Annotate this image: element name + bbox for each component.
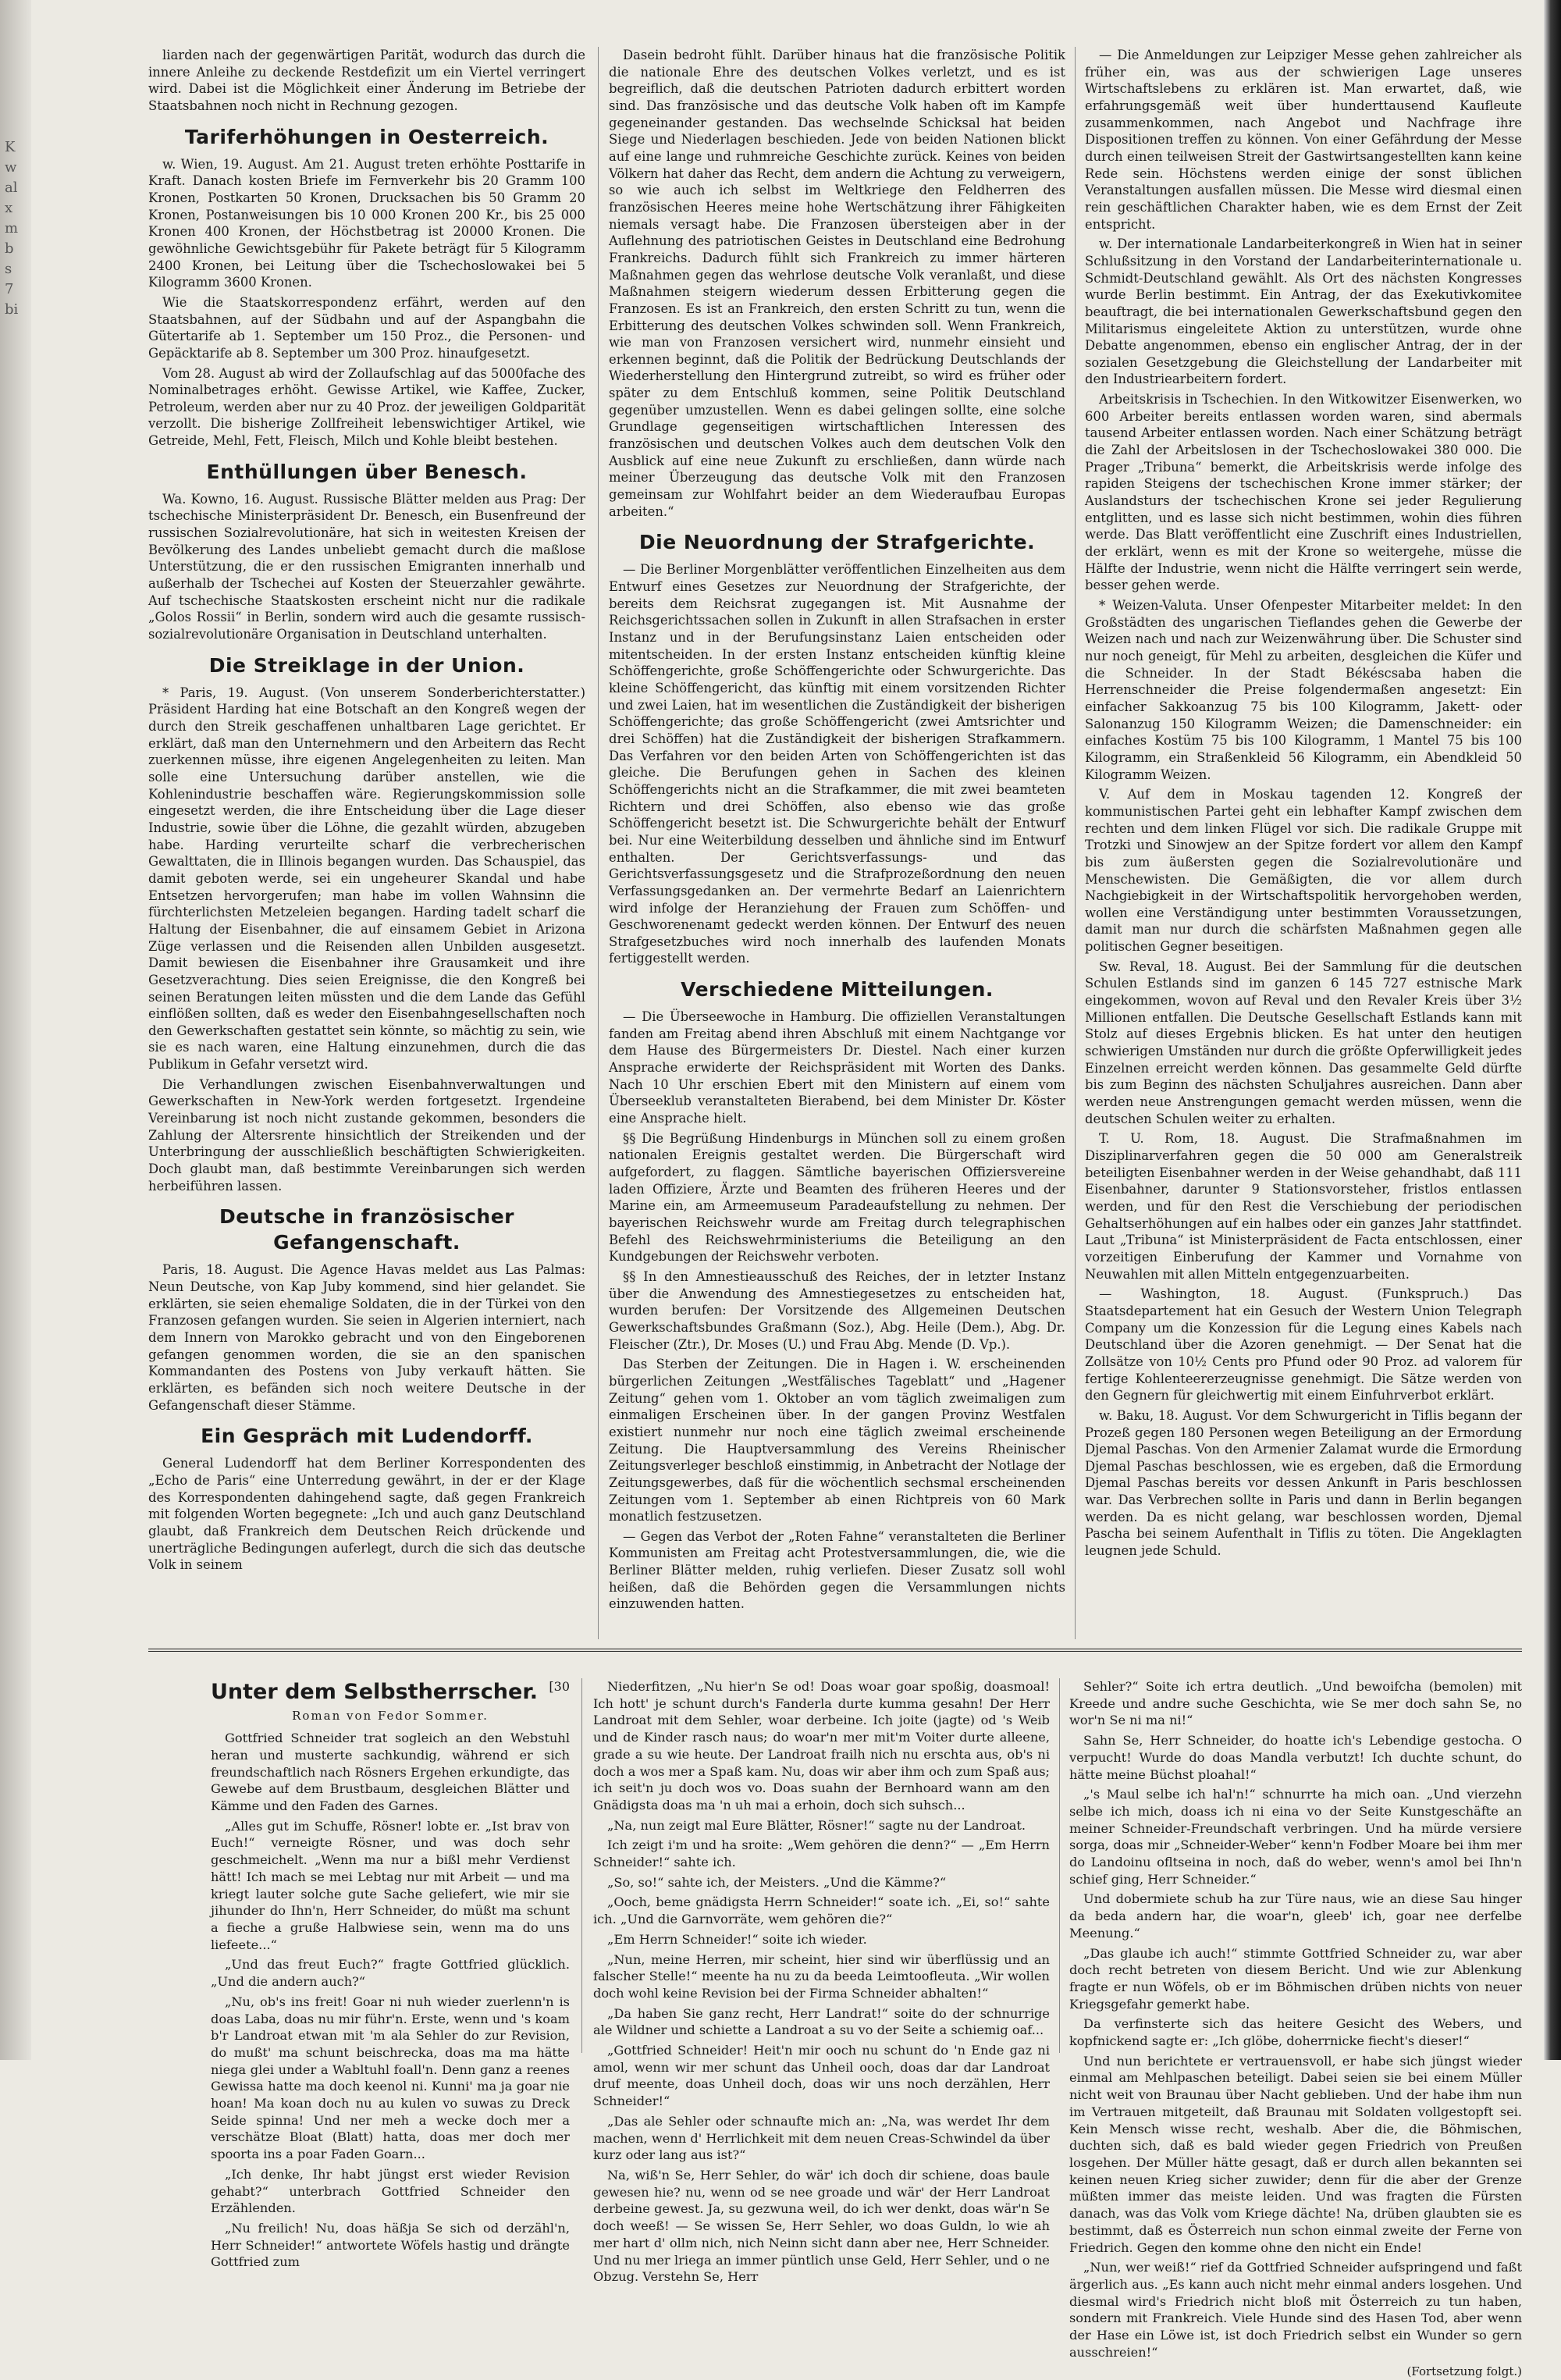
novel-paragraph: „Nu freilich! Nu, doas häßja Se sich od derzähl'n, Herr Schneider!“ antwortete Wöfels hastig und drängte Gottfried zum: [211, 2220, 570, 2270]
article-paragraph: — Die Anmeldungen zur Leipziger Messe gehen zahlreicher als früher ein, was aus der schwierigen Lage unseres Wirtschaftslebens zu erklären ist. Man erwartet, daß, wie erfahrungsgemäß weit über hunderttausend Kaufleute zusammenkommen, nach Angebot und Nachfrage ihre Dispositionen treffen zu können. Von einer Gefährdung der Messe durch einen teilweisen Streit der Gastwirtsangestellten kann keine Rede sein. Höchstens werden einige der sonst üblichen Veranstaltungen ausfallen müssen. Die Messe wird diesmal einen rein geschäftlichen Charakter haben, wie es dem Ernst der Zeit entspricht.: [1085, 48, 1522, 232]
novel-paragraph: „Nun, meine Herren, mir scheint, hier sind wir überflüssig und an falscher Stelle!“ meente ha nu zu da beeda Leimtoofleuta. „Wir wollen doch wohl keine Revision bei der Firma Schneider abhalten!“: [593, 1951, 1050, 2001]
article-paragraph: Arbeitskrisis in Tschechien. In den Witkowitzer Eisenwerken, wo 600 Arbeiter bereits entlassen worden waren, sind abermals tausend Arbeiter entlassen worden. Nach einer Schätzung beträgt die Zahl der Arbeitslosen in der Tschechoslowakei 380 000. Die Prager „Tribuna“ bemerkt, die Arbeitskrisis werde infolge des rapiden Steigens der tschechischen Krone immer stärker; der Auslandsturs der tschechischen Krone sei jeder Regulierung entglitten, und es lasse sich nicht bestimmen, wohin dies führen werde. Das Blatt veröffentlicht eine Zuschrift eines Industriellen, der erklärt, wenn es mit der Krone so weitergehe, müsse die Hälfte der Industrie, wenn nicht die Hälfte verringert sein werde, besser gehen werde.: [1085, 392, 1522, 593]
novel-paragraph: „'s Maul selbe ich hal'n!“ schnurrte ha mich oan. „Und vierzehn selbe ich mich, doass ich ni eina vo der Seite Kunstgeschäfte an meiner Schneider-Freundschaft verbringen. Und ha mürde versiere sorga, doas mir „Schneider-Weber“ kenn'n Fodber Moare bei ihm mer do Landoinu ofltseina in noch, daß do weber, wenn's amol bei Ihn'n schief ging, Herr Schneider.“: [1069, 1787, 1522, 1887]
novel-subtitle: Roman von Fedor Sommer.: [292, 1709, 489, 1724]
article-paragraph: — Die Überseewoche in Hamburg. Die offiziellen Veranstaltungen fanden am Freitag abend ihren Abschluß mit einem Nachtgange vor dem Hause des Bürgermeisters Dr. Diestel. Nach einer kurzen Ansprache erwiderte der Reichspräsident mit Worten des Danks. Nach 10 Uhr erschien Ebert mit den Ministern auf einem vom Überseeklub veranstalteten Bierabend, bei dem Minister Dr. Köster eine Ansprache hielt.: [609, 1009, 1065, 1126]
margin-mark: w: [5, 159, 17, 176]
margin-mark: 7: [5, 281, 14, 297]
column-rule-1: [598, 47, 599, 1639]
article-paragraph: * Paris, 19. August. (Von unserem Sonderberichterstatter.) Präsident Harding hat eine Botschaft an den Kongreß wegen der durch den Streik geschaffenen unhaltbaren Lage gerichtet. Er erklärt, daß man den Unternehmern und den Arbeitern das Recht zuerkennen müsse, ihre eigenen Angelegenheiten zu leiten. Man solle eine Untersuchung darüber anstellen, wie die Kohlenindustrie beschaffen wäre. Regierungskommission solle eingesetzt werden, die ihre Entscheidung über die Lage dieser Industrie, sowie über die Löhne, die gezahlt würden, abzugeben habe. Harding verurteilte scharf die verbrecherischen Gewalttaten, die in Illinois begangen wurden. Das Schauspiel, das damit geboten werde, sei ein ungeheurer Skandal und habe Entsetzen hervorgerufen; man habe im vollen Wahnsinn die fürchterlichsten Metzeleien begangen. Harding tadelt scharf die Haltung der Eisenbahner, die auf einsamem Gebiet in Arizona Züge verlassen und die Reisenden allen Unbilden ausgesetzt. Damit bewiesen die Eisenbahner ihre Grausamkeit und ihre Gesetzverachtung. Dies seien Ereignisse, die den Kongreß bei seinen Beratungen leiten müssten und die dem Lande das Gefühl einflößen sollten, daß es weder den Eisenbahngesellschaften noch den Gewerkschaften gestattet sein könnte, so mächtig zu sein, wie sie es nach waren, eine Haltung einzunehmen, durch die das Publikum in Gefahr versetzt wird.: [148, 685, 585, 1073]
article-paragraph: Das Sterben der Zeitungen. Die in Hagen i. W. erscheinenden bürgerlichen Zeitungen „Westfälisches Tageblatt“ und „Hagener Zeitung“ gehen vom 1. Oktober an vom täglich zweimaligen zum einmaligen Erscheinen über. In der gangen Provinz Westfalen existiert nunmehr nur noch eine täglich zweimal erscheinende Zeitung. Die Hauptversammlung des Vereins Rheinischer Zeitungsverleger beschloß einstimmig, in Anbetracht der Notlage der Zeitungsgewerbes, daß für die wöchentlich sechsmal erscheinenden Zeitungen vom 1. September ab einen Richtpreis von 60 Mark monatlich festzusetzen.: [609, 1357, 1065, 1524]
margin-mark: x: [5, 200, 13, 216]
margin-mark: s: [5, 261, 12, 277]
column-3: [1085, 47, 1522, 1639]
article-paragraph: w. Der internationale Landarbeiterkongreß in Wien hat in seiner Schlußsitzung in den Vorstand der Landarbeiterinternationale u. Schmidt-Deutschland gewählt. Als Ort des nächsten Kongresses wurde Berlin bestimmt. Ein Antrag, der das Exekutivkomitee beauftragt, die bei internationalen Gewerkschaftsbund gegen den Militarismus eingeleitete Aktion zu unterstützen, wurde ohne Debatte angenommen, ebenso ein englischer Antrag, der in der sozialen Gesetzgebung die Gleichstellung der Landarbeiter mit den Industriearbeitern fordert.: [1085, 237, 1522, 387]
novel-paragraph: „Das glaube ich auch!“ stimmte Gottfried Schneider zu, war aber doch recht betreten von diesem Bericht. Und wie zur Ablenkung fragte er nun Wöfels, ob er im Böhmischen drüben nichts von neuer Kriegsgefahr gemerkt habe.: [1069, 1945, 1522, 2012]
article-paragraph: w. Wien, 19. August. Am 21. August treten erhöhte Posttarife in Kraft. Danach kosten Briefe im Fernverkehr bis 20 Gramm 100 Kronen, Postkarten 50 Kronen, Drucksachen bis 50 Gramm 20 Kronen, Postanweisungen bis 10 000 Kronen 200 Kr., bis 25 000 Kronen 400 Kronen, der Höchstbetrag ist 20000 Kronen. Die gewöhnliche Gewichtsgebühr für Pakete beträgt für 5 Kilogramm 2400 Kronen, bei Leitung über die Tschechoslowakei bei 5 Kilogramm 3600 Kronen.: [148, 156, 585, 290]
article-paragraph: Wa. Kowno, 16. August. Russische Blätter melden aus Prag: Der tschechische Ministerpräsident Dr. Benesch, ein Busenfreund der russischen Sozialrevolutionäre, hat sich in weitesten Kreisen der Bevölkerung des Landes unbeliebt gemacht durch die maßlose Unterstützung, die er den russischen Emigranten innerhalb und außerhalb der Tschechei auf Kosten der Steuerzahler gewährte. Auf tschechische Staatskosten erscheint nicht nur die radikale „Golos Rossii“ in Berlin, sondern wird auch die gesamte russisch-sozialrevolutionäre Organisation in Deutschland unterhalten.: [148, 491, 585, 642]
continuation-note: (Fortsetzung folgt.): [1406, 2364, 1522, 2379]
novel-text-3: [1069, 1678, 1522, 2360]
novel-paragraph: „Gottfried Schneider! Heit'n mir ooch nu schunt do 'n Ende gaz ni amol, wenn wir mer schunt das Unheil ooch, doas dar dar Landroat druf meente, doas Unheil doch, doas wir uns noch derzählen, Herr Schneider!“: [593, 2043, 1050, 2109]
novel-paragraph: Niederfitzen, „Nu hier'n Se od! Doas woar goar spoßig, doasmoal! Ich hott' je schunt durch's Fanderla durte kumma gesahn! Der Herr Landroat mit dem Sehler, woar derbeine. Ich joite (jagte) od 's Weib und de Kinder rasch naus; do woar'n mer mit'm Voiter durte alleene, grade a su wie heute. Der Landroat frailh nich nu erschta aus, ob's ni doch a wos mer a Spaß kam. Nu, doas wir aber ihm och zum Spaß aus; ich seit'n ju doch wos vo. Doas suahn der Bernhoard wann am den Gnädigsta doas ma 'n uh mai a erhoin, doch sich suhsch...: [593, 1679, 1050, 1813]
novel-paragraph: „Nu, ob's ins freit! Goar ni nuh wieder zuerlenn'n is doas Laba, doas nu mir führ'n. Erste, wenn und 's koam b'r Landroat etwan mit 'm ala Sehler do zur Revision, do mußt' ma schunt beischrecka, doas ma ma hätte niega glei under a Wabltuhl foall'n. Denn ganz a reenes Gewissa hatte ma doch keenol ni. Kunni' ma ja goar nie hoan! Ma koan doch nu au kulen vo suwas zu Dreck Seide spinna! Und ner meh a wecke doch mer a verschätze Bloat (Blatt) hatta, doas mer doch mer spoorta ins a poar Faden Goarn...: [211, 1994, 570, 2162]
article-paragraph: liarden nach der gegenwärtigen Parität, wodurch das durch die innere Anleihe zu deckende Restdefizit um ein Viertel verringert wird. Dabei ist die Möglichkeit einer Änderung im Betriebe der Staatsbahnen noch nicht in Rechnung gezogen.: [148, 48, 585, 113]
novel-paragraph: „Das ale Sehler oder schnaufte mich an: „Na, was werdet Ihr dem machen, wenn d' Herrlichkeit mit dem neuen Creas-Schwindel da über kurz oder lang aus ist?“: [593, 2113, 1050, 2163]
scan-edge-right: [1544, 0, 1561, 2060]
novel-column-2: [593, 1678, 1050, 2285]
feuilleton-divider: [148, 1649, 1522, 1652]
column-1: [148, 47, 585, 1639]
novel-paragraph: Da verfinsterte sich das heitere Gesicht des Webers, und kopfnickend sagte er: „Ich glöbe, doherrnicke fiecht's dieser!“: [1069, 2016, 1522, 2049]
article-headline: Deutsche in französischer Gefangenschaft.: [219, 1205, 514, 1254]
article-headline: Ein Gespräch mit Ludendorff.: [201, 1425, 533, 1448]
novel-paragraph: Gottfried Schneider trat sogleich an den Webstuhl heran und musterte sachkundig, während er sich freundschaftlich nach Rösners Ergehen erkundigte, das Gewebe auf dem Brustbaum, desgleichen Blätter und Kämme und den Faden des Garnes.: [211, 1731, 570, 1814]
chapter-number: [30: [549, 1679, 570, 1694]
article-paragraph: General Ludendorff hat dem Berliner Korrespondenten des „Echo de Paris“ eine Unterredung gewährt, in der er der Klage des Korrespondenten dahingehend sagte, daß gegen Frankreich mit folgenden Worten begegnete: „Ich und auch ganz Deutschland glaubt, daß Frankreich dem Deutschen Reich drückende und unerträgliche Bedingungen auferlegt, durch die sich das deutsche Volk in seinem: [148, 1456, 585, 1573]
article-headline: Tariferhöhungen in Oesterreich.: [184, 125, 549, 148]
novel-paragraph: Ich zeigt i'm und ha sroite: „Wem gehören die denn?“ — „Em Herrn Schneider!“ sahte ich.: [593, 1837, 1050, 1870]
article-paragraph: §§ Die Begrüßung Hindenburgs in München soll zu einem großen nationalen Ereignis gestaltet werden. Die Bürgerschaft wird aufgefordert, zu flaggen. Sämtliche bayerischen Offiziersvereine laden Offiziere, Ärzte und Beamten des früheren Heeres und der Marine ein, am Armeemuseum Paradeaufstellung zu nehmen. Der bayerischen Reichswehr wurde am Freitag durch telegraphischen Befehl des Reichswehrministeriums die Beteiligung an den Kundgebungen der Reichswehr verboten.: [609, 1130, 1065, 1265]
novel-paragraph: „Ooch, beme gnädigsta Herrn Schneider!“ soate ich. „Ei, so!“ sahte ich. „Und die Garnvorräte, wem gehören die?“: [593, 1894, 1050, 1927]
article-paragraph: Sw. Reval, 18. August. Bei der Sammlung für die deutschen Schulen Estlands sind im ganzen 6 145 727 estnische Mark eingekommen, wovon auf Reval und den Revaler Kreis über 3½ Millionen entfallen. Die Deutsche Gesellschaft Estlands kann mit Stolz auf dieses Ergebnis blicken. Es hat unter den heutigen schwierigen Umständen nur durch die größte Opferwilligkeit jedes Einzelnen erreicht werden können. Das gesammelte Geld dürfte bis zum Beginn des nächsten Schuljahres ausreichen. Dann aber werden neue Anstrengungen gemacht werden müssen, wenn die deutschen Schulen weiter zu erhalten.: [1085, 959, 1522, 1126]
novel-paragraph: „Und das freut Euch?“ fragte Gottfried glücklich. „Und die andern auch?“: [211, 1957, 570, 1990]
novel-text-1: [211, 1730, 570, 2271]
novel-rule-1: [581, 1678, 582, 2053]
novel-paragraph: „Da haben Sie ganz recht, Herr Landrat!“ soite do der schnurrige ale Wildner und schiette a Landroat a su vo der Seite a schiemig oaf...: [593, 2005, 1050, 2038]
article-paragraph: w. Baku, 18. August. Vor dem Schwurgericht in Tiflis begann der Prozeß gegen 180 Personen wegen Beteiligung an der Ermordung Djemal Paschas. Von den Armenier Zalamat wurde die Ermordung Djemal Paschas beschlossen, wie es ergeben, daß die Ermordung Djemal Paschas bereits vor dessen Ankunft in Paris beschlossen war. Das Verbrechen sollte in Paris und dann in Berlin begangen werden. Da es nicht gelang, war beschlossen worden, Djemal Pascha bei seinem Aufenthalt in Tiflis zu töten. Die Angeklagten leugnen jede Schuld.: [1085, 1407, 1522, 1559]
novel-paragraph: Na, wiß'n Se, Herr Sehler, do wär' ich doch dir schiene, doas baule gewesen hie? nu, wenn od se nee groade und wär' der Herr Landroat derbeine gewest. Ja, su gezwuna weil, do ich wer denkt, doas wär'n Se doch weeß! — Se wissen Se, Herr Sehler, wo doas Guldn, lo wie ah mer hart d' ollm nich, nich Neinn sicht dann aber nee, Herr Schneider. Und nu mer lriega an immer püntlich unse Geld, Herr Sehler, und o ne Obzug. Verstehn Se, Herr: [593, 2167, 1050, 2285]
article-paragraph: — Gegen das Verbot der „Roten Fahne“ veranstalteten die Berliner Kommunisten am Freitag acht Protestversammlungen, die, wie die Berliner Blätter melden, ruhig verliefen. Dieser Zusatz soll wohl heißen, daß die Behörden gegen die Versammlungen nichts einzuwenden hatten.: [609, 1528, 1065, 1612]
novel-paragraph: „Alles gut im Schuffe, Rösner! lobte er. „Ist brav von Euch!“ verneigte Rösner, und was doch sehr geschmeichelt. „Wenn ma nur a bißl mehr Verdienst hätt! Ich mach se mei Lebtag nur mit Arbeit — und ma kriegt lauter solche gute Sache geliefert, wie mir sie jihunder do Ihn'n, Herr Schneider, do müßt ma schunt a fieche a gruße Halbwiese sein, wenn ma do uns liefeete...“: [211, 1818, 570, 1952]
article-paragraph: * Weizen-Valuta. Unser Ofenpester Mitarbeiter meldet: In den Großstädten des ungarischen Tieflandes gehen die Gewerbe der Weizen nach und nach zur Weizenwährung über. Die Schuster sind nur noch geneigt, für Mehl zu arbeiten, desgleichen die Küfer und die Schneider. In der Stadt Békéscsaba haben die Herrenschneider die Preise folgendermaßen angesetzt: Ein einfacher Sakkoanzug 75 bis 100 Kilogramm, Jakett- oder Salonanzug 150 Kilogramm Weizen; die Damenschneider: ein einfaches Kostüm 75 bis 100 Kilogramm, 1 Mantel 75 bis 100 Kilogramm, ein Straßenkleid 56 Kilogramm, ein Abendkleid 50 Kilogramm Weizen.: [1085, 598, 1522, 782]
novel-column-3: [1069, 1678, 1522, 2379]
margin-mark: K: [5, 139, 16, 155]
column-rule-2: [1075, 47, 1076, 1639]
article-headline: Enthüllungen über Benesch.: [206, 460, 528, 483]
novel-paragraph: Sehler?“ Soite ich ertra deutlich. „Und bewoifcha (bemolen) mit Kreede und andre suche Geschichta, wie Se mer doch sahn Se, no wor'n Se ni ma ni!“: [1069, 1679, 1522, 1728]
article-paragraph: T. U. Rom, 18. August. Die Strafmaßnahmen im Disziplinarverfahren gegen die 50 000 am Generalstreik beteiligten Eisenbahner werden in der Weise gehandhabt, daß 111 Eisenbahner, darunter 9 Stationsvorsteher, fristlos entlassen werden, und für den Rest die Verschiebung der periodischen Gehaltserhöhungen auf ein halbes oder ein ganzes Jahr stattfindet. Laut „Tribuna“ ist Ministerpräsident de Facta entschlossen, einer vorzeitigen Einberufung der Kammer und Vornahme von Neuwahlen mit allen Mitteln entgegenzuarbeiten.: [1085, 1131, 1522, 1282]
article-paragraph: — Washington, 18. August. (Funkspruch.) Das Staatsdepartement hat ein Gesuch der Western Union Telegraph Company um die Konzession für die Legung eines Kabels nach Deutschland über die Azoren genehmigt. — Der Senat hat die Zollsätze von 10½ Cents pro Pfund oder 90 Proz. ad valorem für fertige Kohlenteererzeugnisse genehmigt. Die Sätze werden von den Gegnern für gleichwertig mit einem Einfuhrverbot erklärt.: [1085, 1286, 1522, 1403]
article-paragraph: Paris, 18. August. Die Agence Havas meldet aus Las Palmas: Neun Deutsche, von Kap Juby kommend, sind hier gelandet. Sie erklärten, sie seien ehemalige Soldaten, die in der Türkei von den Franzosen gefangen wurden. Sie seien in Algerien interniert, nach dem Innern von Marokko gebracht und von den Eingeborenen gefangen genommen worden, die sie an den spanischen Kommandanten des Postens von Juby verkauft hätten. Sie erklärten, es befänden sich noch weitere Deutsche in der Gefangenschaft dieser Stämme.: [148, 1262, 585, 1413]
article-headline: Verschiedene Mitteilungen.: [681, 978, 994, 1001]
margin-mark: bi: [5, 301, 19, 318]
novel-paragraph: „Nun, wer weiß!“ rief da Gottfried Schneider aufspringend und faßt ärgerlich aus. „Es kann auch nicht mehr einmal anders losgehen. Und diesmal wird's Friedrich nicht bloß mit Österreich zu tun haben, sondern mit Frankreich. Viele Hunde sind des Hasen Tod, aber wenn der Hase ein Löwe ist, ist doch Friedrich selbst ein Wunder so gern ausschreien!“: [1069, 2260, 1522, 2360]
article-paragraph: V. Auf dem in Moskau tagenden 12. Kongreß der kommunistischen Partei geht ein lebhafter Kampf zwischen dem rechten und dem linken Flügel vor sich. Die radikale Gruppe mit Trotzki und Sinowjew an der Spitze fordert vor allem den Kampf bis zum äußersten gegen die Sozialrevolutionäre und Menschewisten. Die Gemäßigten, die vor allem durch Nachgiebigkeit in der Wirtschaftspolitik hervorgehoben werden, wollen eine Verständigung unter bestimmten Voraussetzungen, damit man nur durch die schärfsten Maßnahmen gegen alle politischen Gegner beseitigen.: [1085, 787, 1522, 955]
margin-mark: b: [5, 240, 14, 257]
novel-rule-2: [1059, 1678, 1060, 2053]
novel-paragraph: „So, so!“ sahte ich, der Meisters. „Und die Kämme?“: [607, 1874, 947, 1890]
margin-mark: al: [5, 180, 18, 196]
novel-paragraph: „Ich denke, Ihr habt jüngst erst wieder Revision gehabt?“ unterbrach Gottfried Schneider den Erzählenden.: [211, 2166, 570, 2216]
article-paragraph: Die Verhandlungen zwischen Eisenbahnverwaltungen und Gewerkschaften in New-York werden fortgesetzt. Irgendeine Vereinbarung ist noch nicht zustande gekommen, besonders die Zahlung der Altersrente hinsichtlich der Streikenden und der Unterbringung der ausschließlich beschäftigten Schwierigkeiten. Doch glaubt man, daß bestimmte Vereinbarungen sich werden herbeiführen lassen.: [148, 1076, 585, 1194]
novel-paragraph: Und dobermiete schub ha zur Türe naus, wie an diese Sau hinger da beda andern har, die woar'n, gleeb' ich, goar nee derfelbe Meenung.“: [1069, 1891, 1522, 1941]
article-paragraph: §§ In den Amnestieausschuß des Reiches, der in letzter Instanz über die Anwendung des Amnestiegesetzes zu entscheiden hat, wurden berufen: Der Vorsitzende des Allgemeinen Deutschen Gewerkschaftsbundes Graßmann (Soz.), Abg. Heile (Dem.), Abg. Dr. Fleischer (Ztr.), Dr. Moses (U.) und Frau Abg. Mende (D. Vp.).: [609, 1268, 1065, 1352]
novel-paragraph: „Em Herrn Schneider!“ soite ich wieder.: [607, 1931, 867, 1947]
novel-title: Unter dem Selbstherrscher.: [211, 1680, 539, 1704]
article-paragraph: Wie die Staatskorrespondenz erfährt, werden auf den Staatsbahnen, auf der Südbahn und auf der Aspangbahn die Gütertarife ab 1. September um 150 Proz., die Personen- und Gepäcktarife ab 8. September um 300 Proz. hinaufgesetzt.: [148, 294, 585, 361]
article-headline: Die Neuordnung der Strafgerichte.: [638, 531, 1036, 554]
novel-paragraph: Und nun berichtete er vertrauensvoll, er habe sich jüngst wieder einmal am Mehlpaschen beteiligt. Dabei seien sie bei einem Müller nicht weit von Braunau über Nacht geblieben. Und der habe ihm nun im Vertrauen mitgeteilt, daß Braunau mit Soldaten vollgestopft sei. Kein Mensch wisse recht, weshalb. Aber die, die Böhmischen, duchten sich, daß es bald wieder gegen Friedrich von Preußen losgehen. Der Müller hätte gesagt, daß er durch allen bekannten sei keinen neuen Krieg sicher zuwider; denn für die aber der Grenze müßten immer das meiste leiden. Und was fragten die Fürsten danach, was das Volk vom Kriege dächte! Na, drüben glaubten sie es bestimmt, daß es Österreich nun schon einmal zweite der Ferne von Friedrich. Gegen den komme ohne den nicht ein Ende!: [1069, 2053, 1522, 2255]
article-paragraph: — Die Berliner Morgenblätter veröffentlichen Einzelheiten aus dem Entwurf eines Gesetzes zur Neuordnung der Strafgerichte, der bereits dem Reichsrat zugegangen ist. Mit Ausnahme der Reichsgerichtssachen sollen in Zukunft in allen Strafsachen in erster Instanz und in der Berufungsinstanz Laien entscheiden oder mitentscheiden. In der ersten Instanz entscheiden künftig kleine Schöffengerichte, große Schöffengerichte oder Schwurgerichte. Das kleine Schöffengericht, das künftig mit einem vorsitzenden Richter und zwei Laien, hat im wesentlichen die Zuständigkeit der bisherigen Schöffengerichte; das große Schöffengericht (zwei Amtsrichter und drei Schöffen) hat die Zuständigkeit der bisherigen Strafkammern. Das Verfahren vor den beiden Arten von Schöffengerichten ist das gleiche. Die Berufungen gehen in Sachen des kleinen Schöffengerichts nicht an die Strafkammer, die mit zwei beamteten Richtern und drei Schöffen, also ebenso wie das große Schöffengericht besetzt ist. Die Schwurgerichte behält der Entwurf bei. Nur eine Weiterbildung desselben und ähnliche sind im Entwurf enthalten. Der Gerichtsverfassungs- und das Gerichtsverfassungsgesetz und die Strafprozeßordnung den neuen Verfassungsgedanken an. Der vermehrte Bedarf an Laienrichtern wird infolge der Heranziehung der Frauen zum Schöffen- und Geschworenenamt gedeckt werden können. Der Entwurf des neuen Strafgesetzbuches wird noch innerhalb des laufenden Monats fertiggestellt werden.: [609, 562, 1065, 966]
article-headline: Die Streiklage in der Union.: [208, 653, 525, 677]
column-2: [609, 47, 1065, 1639]
novel-paragraph: „Na, nun zeigt mal Eure Blätter, Rösner!“ sagte nu der Landroat.: [607, 1817, 1026, 1833]
margin-mark: m: [5, 220, 19, 237]
novel-paragraph: Sahn Se, Herr Schneider, do hoatte ich's Lebendige gestocha. O verpucht! Wurde do doas Mandla verbutzt! Ich duchte schunt, do hätte meine Büchst ploahal!“: [1069, 1733, 1522, 1782]
article-paragraph: Dasein bedroht fühlt. Darüber hinaus hat die französische Politik die nationale Ehre des deutschen Volkes verletzt, und es ist begreiflich, daß die deutschen Patrioten dadurch erbittert worden sind. Das französische und das deutsche Volk haben oft im Kampfe gegeneinander gestanden. Das wechselnde Schicksal hat beiden Siege und Niederlagen beschieden. Jede von beiden Nationen blickt auf eine lange und ruhmreiche Geschichte zurück. Keines von beiden Völkern hat daher das Recht, dem andern die Achtung zu verweigern, so wie auch ich selbst im Weltkriege den Feldherren des französischen Heeres meine hohe Wertschätzung ihrer Fähigkeiten niemals versagt habe. Die Franzosen übersteigen aber in der Auflehnung des patriotischen Geistes in Deutschland eine Bedrohung Frankreichs. Dadurch fühlt sich Frankreich zu immer härteren Maßnahmen gegen das wehrlose deutsche Volk veranlaßt, und diese Maßnahmen steigern wiederum dessen Erbitterung gegen die Franzosen. Es ist an Frankreich, den ersten Schritt zu tun, wenn die Erbitterung des deutschen Volkes schwinden soll. Wenn Frankreich, wie man von Franzosen versichert wird, nunmehr einsieht und erkennen beginnt, daß die Politik der Bedrückung Deutschlands der Wiederherstellung den Hintergrund zutreibt, so wird es früher oder später zu dem Entschluß kommen, seine Politik Deutschland gegenüber umzustellen. Wenn es dabei gelingen sollte, eine solche Grundlage gegenseitigen wirtschaftlichen Interessen des französischen und deutschen Volkes auch dem deutschen Volk den Ausblick auf eine neue Zukunft zu erschließen, dann würde nach meiner Überzeugung das deutsche Volk mit den Franzosen gemeinsam zur Wohlfahrt beider an dem Wiederaufbau Europas arbeiten.“: [609, 48, 1065, 519]
article-paragraph: Vom 28. August ab wird der Zollaufschlag auf das 5000fache des Nominalbetrages erhöht. Gewisse Artikel, wie Kaffee, Zucker, Petroleum, werden aber nur zu 40 Proz. der jeweiligen Goldparität verzollt. Die bisherige Zollfreiheit lebenswichtiger Artikel, wie Getreide, Mehl, Fett, Fleisch, Milch und Kohle bleibt bestehen.: [148, 365, 585, 449]
novel-column-1: [211, 1678, 570, 2270]
